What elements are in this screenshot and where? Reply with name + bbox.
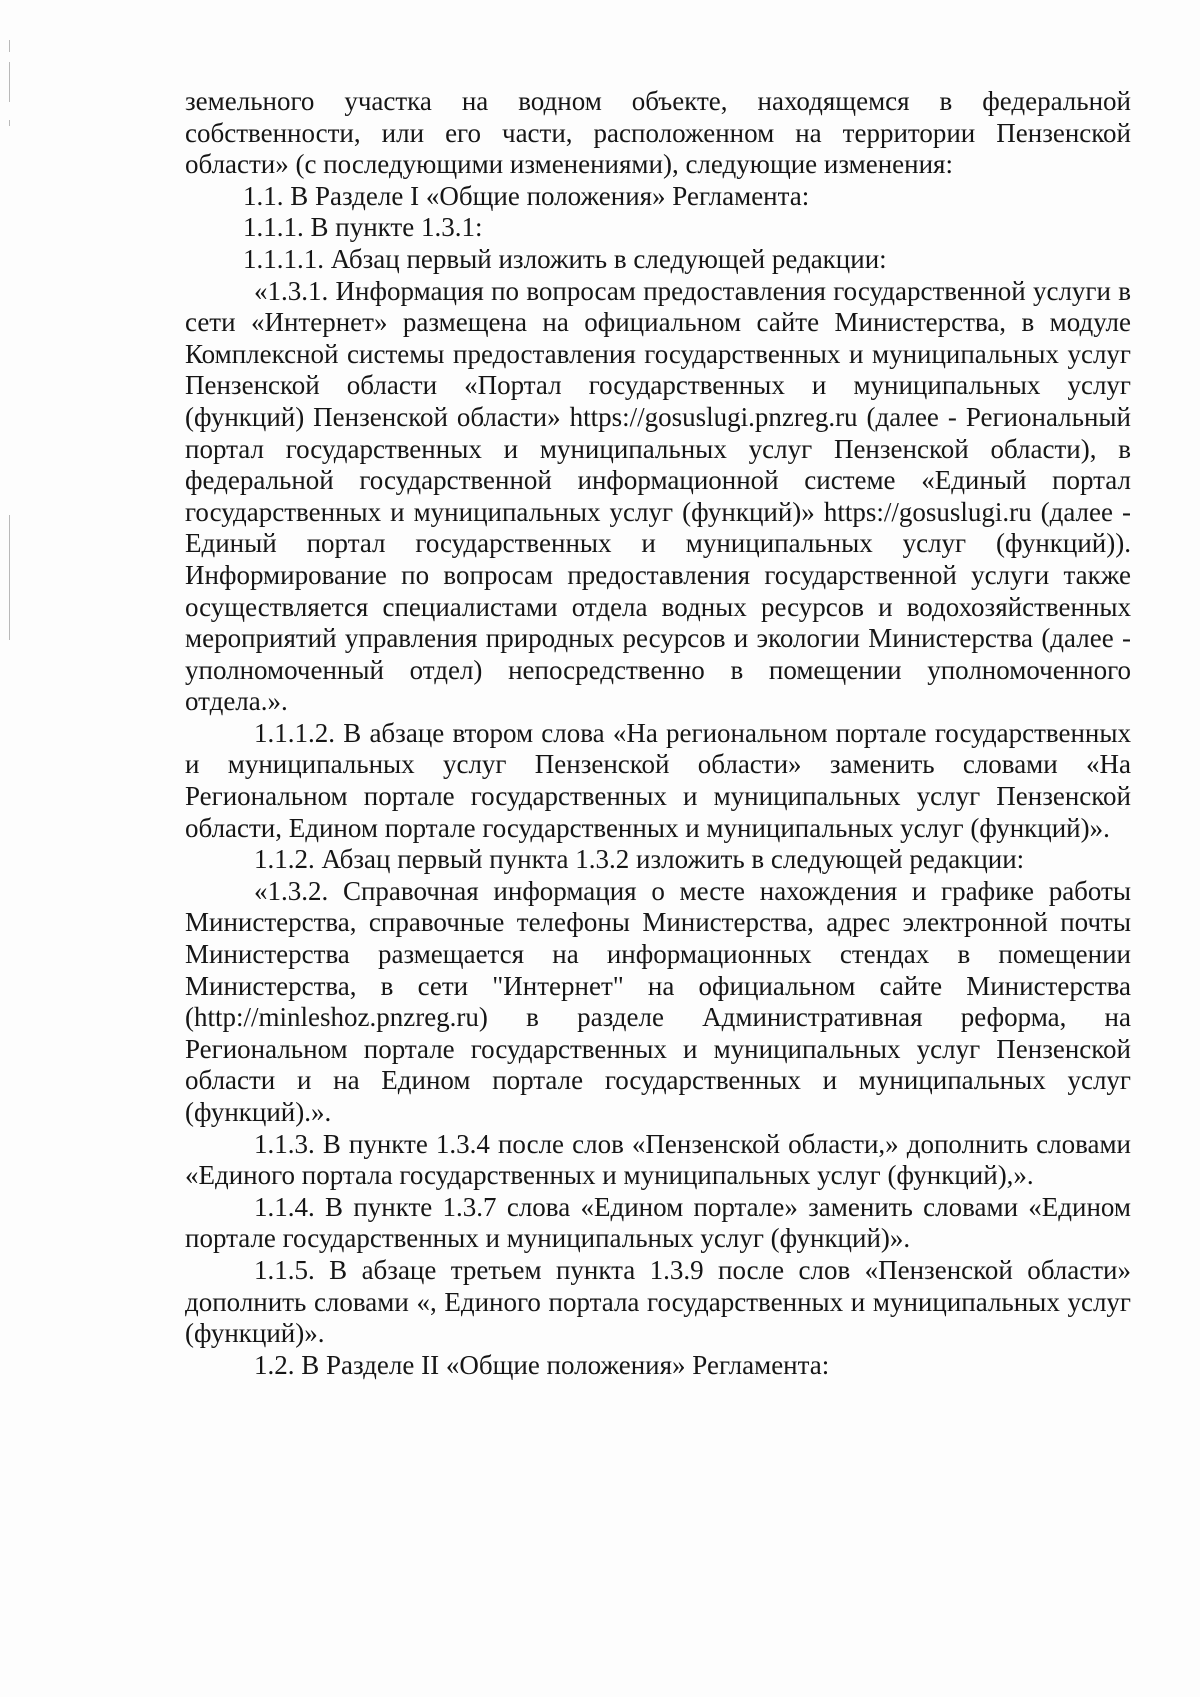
paragraph: 1.1.1.1. Абзац первый изложить в следующей редакции: <box>243 243 887 274</box>
paragraph: 1.1. В Разделе I «Общие положения» Регламента: <box>243 180 810 211</box>
scan-margin-mark <box>9 120 10 126</box>
scan-margin-mark <box>9 515 10 640</box>
scan-margin-mark <box>9 62 10 102</box>
paragraph: 1.1.3. В пункте 1.3.4 после слов «Пензенской области,» дополнить словами «Единого портала государственных и муниципальных услуг (функций),». <box>185 1128 1131 1191</box>
paragraph: 1.1.1.2. В абзаце втором слова «На региональном портале государственных и муниципальных услуг Пензенской области» заменить словами «На Региональном портале государственных и муниципальных услуг Пензенской области, Едином портале государственных и муниципальных услуг (функций)». <box>185 717 1131 843</box>
paragraph: 1.1.5. В абзаце третьем пункта 1.3.9 после слов «Пензенской области» дополнить словами «, Единого портала государственных и муниципальных услуг (функций)». <box>185 1254 1131 1349</box>
document-body <box>185 86 1131 1381</box>
paragraph: земельного участка на водном объекте, находящемся в федеральной собственности, или его части, расположенном на территории Пензенской области» (с последующими изменениями), следующие изменения: <box>185 86 1131 180</box>
paragraph: 1.1.2. Абзац первый пункта 1.3.2 изложить в следующей редакции: <box>254 844 1025 875</box>
paragraph: «1.3.1. Информация по вопросам предоставления государственной услуги в сети «Интернет» размещена на официальном сайте Министерства, в модуле Комплексной системы предоставления государственных и муниципальных услуг Пензенской области «Портал государственных и муниципальных услуг (функций) Пензенской области» https://gosuslugi.pnzreg.ru (далее - Региональный портал государственных и муниципальных услуг Пензенской области), в федеральной государственной информационной системе «Единый портал государственных и муниципальных услуг (функций)» https://gosuslugi.ru (далее - Единый портал государственных и муниципальных услуг (функций)). Информирование по вопросам предоставления государственной услуги также осуществляется специалистами отдела водных ресурсов и водохозяйственных мероприятий управления природных ресурсов и экологии Министерства (далее - уполномоченный отдел) непосредственно в помещении уполномоченного отдела.». <box>185 275 1131 717</box>
paragraph: 1.1.4. В пункте 1.3.7 слова «Едином портале» заменить словами «Едином портале государственных и муниципальных услуг (функций)». <box>185 1191 1131 1254</box>
scan-margin-mark <box>9 40 10 52</box>
paragraph: «1.3.2. Справочная информация о месте нахождения и графике работы Министерства, справочные телефоны Министерства, адрес электронной почты Министерства размещается на информационных стендах в помещении Министерства, в сети "Интернет" на официальном сайте Министерства (http://minleshoz.pnzreg.ru) в разделе Административная реформа, на Региональном портале государственных и муниципальных услуг Пензенской области и на Едином портале государственных и муниципальных услуг (функций).». <box>185 875 1131 1127</box>
paragraph: 1.2. В Разделе II «Общие положения» Регламента: <box>254 1349 830 1380</box>
paragraph: 1.1.1. В пункте 1.3.1: <box>243 212 483 243</box>
